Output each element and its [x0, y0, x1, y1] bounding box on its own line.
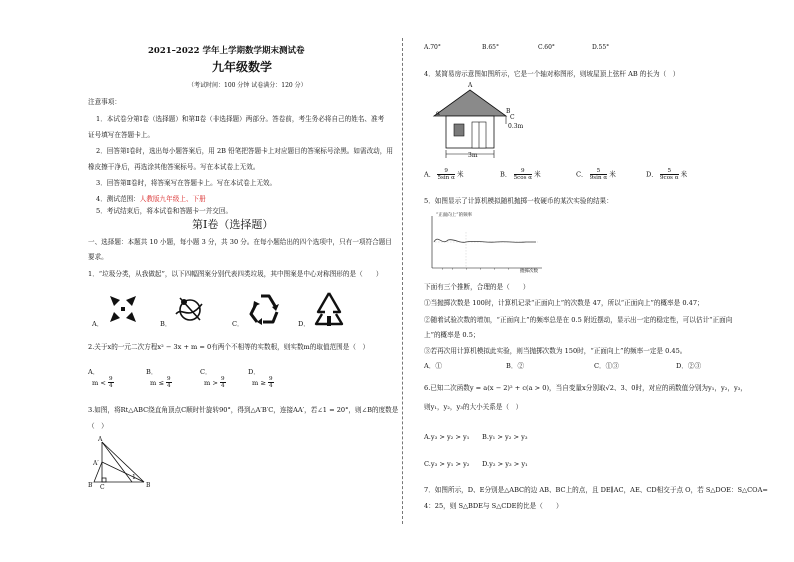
q5-item: ③若再次用计算机模拟此实验，则当抛掷次数为 150时，“正面向上”的频率一定是 0.45。 [424, 347, 687, 355]
q4-label-alpha: α [436, 110, 441, 117]
q2-option-b: B． m ≤ $\frac{9}{4}$ [146, 368, 171, 389]
q4-label-c: C [510, 114, 515, 121]
q5-frequency-chart [426, 212, 546, 274]
note-line: 橡皮擦干净后，再选涂其他答案标号。写在本试卷上无效。 [88, 163, 260, 171]
q5-item: ②随着试验次数的增加，“正面向上”的频率总是在 0.5 附近摆动，显示出一定的稳定性，可以估计“正面向 [424, 316, 733, 324]
note-line: 证号填写在答题卡上。 [88, 131, 154, 139]
exam-title: 2021–2022 学年上学期数学期末测试卷 [148, 46, 305, 56]
q4-option-b: B． $\frac{9}{\text{5cos α}}$ 米 [500, 168, 541, 181]
q3-option-c: C.60° [538, 44, 555, 51]
q4-label-height: 0.3m [508, 123, 524, 130]
q4-label-b: B [506, 108, 511, 115]
question-4: 4．某简易房示意图如图所示，它是一个轴对称图形，则坡屋顶上弦杆 AB 的长为（ ） [424, 70, 680, 78]
q5-option-a: A．① [424, 362, 442, 370]
q3-option-a: A.70° [424, 44, 441, 51]
q3-label-a: A [98, 436, 103, 443]
question-3: 3.如图，将Rt△ABC绕直角顶点C顺时针旋转90°，得到△A′B′C，连接AA′，若∠1 = 20°，则∠B的度数是 [88, 406, 399, 414]
q3-label-bprime: B′ [88, 482, 94, 489]
q4-house-figure [430, 86, 516, 160]
notes-heading: 注意事项： [88, 98, 121, 106]
question-1: 1．“垃圾分类，从我做起”，以下四幅图案分别代表四类垃圾，其中图案是中心对称图形的是（ ） [88, 270, 383, 278]
grade-title: 九年级数学 [212, 60, 273, 74]
q4-option-a: A． $\frac{9}{\text{5sin α}}$ 米 [424, 168, 464, 181]
q5-option-c: C．①③ [594, 362, 619, 370]
q1-option-d: D． [298, 320, 310, 328]
q6-option-d: D.y₂ > y₃ > y₁ [482, 460, 528, 468]
q2-option-a: A． m < $\frac{9}{4}$ [88, 368, 113, 389]
q5-item: 上”的概率是 0.5； [424, 331, 480, 339]
q6-option-c: C.y₃ > y₁ > y₂ [424, 460, 470, 468]
recycle-triangle-icon [245, 290, 285, 328]
q6-option-a: A.y₃ > y₂ > y₁ [424, 433, 470, 441]
q1-option-b: B． [160, 320, 172, 328]
q5-option-b: B．② [506, 362, 525, 370]
q3-option-d: D.55° [592, 44, 610, 51]
q5-item: ①当抛掷次数是 100时，计算机记录“正面向上”的次数是 47，所以“正面向上”的概率是 0.47； [424, 299, 704, 307]
harmful-waste-icon [172, 292, 208, 326]
question-3-bracket: （ ） [88, 422, 108, 430]
recycle-x-icon [106, 292, 140, 326]
question-7-line2: 4：25，则 S△BDE与 S△CDE的比是（ ） [424, 502, 563, 510]
q3-option-b: B.65° [482, 44, 499, 51]
note-line: 2．回答第Ⅰ卷时，选出每小题答案后，用 2B 铅笔把答题卡上对应题目的答案标号涂黑。如需改动，用 [96, 147, 393, 155]
q5-lead: 下面有三个推断，合理的是（ ） [424, 283, 530, 291]
q3-label-c: C [100, 484, 105, 491]
section-instruction: 要求。 [88, 253, 108, 261]
section-instruction: 一、选择题：本题共 10 小题，每小题 3 分，共 30 分。在每小题给出的四个选项中，只有一项符合题目 [88, 238, 392, 246]
q1-option-c: C． [232, 320, 244, 328]
q3-label-b: B [146, 482, 151, 489]
q2-option-c: C． m > $\frac{9}{4}$ [200, 368, 225, 389]
q5-chart-ylabel: “正面向上”的频率 [436, 213, 473, 218]
q5-option-d: D．②③ [676, 362, 702, 370]
q3-label-one: 1 [132, 474, 136, 481]
q6-option-b: B.y₁ > y₂ > y₃ [482, 433, 528, 441]
q4-label-a: A [468, 82, 473, 89]
question-5: 5．如图显示了计算机模拟随机抛掷一枚硬币的某次实验的结果： [424, 197, 613, 205]
column-divider [402, 38, 403, 524]
section-title: 第Ⅰ卷（选择题） [192, 218, 274, 231]
question-6-line2: 则y₁，y₂，y₃的大小关系是（ ） [424, 403, 523, 411]
q4-option-d: D． $\frac{5}{\text{9cos α}}$ 米 [646, 168, 688, 181]
q5-chart-xlabel: 抛掷次数 [520, 269, 538, 274]
q2-option-d: D． m ≥ $\frac{9}{4}$ [248, 368, 273, 389]
note-line: 3．回答第Ⅱ卷时，将答案写在答题卡上。写在本试卷上无效。 [96, 179, 277, 187]
q3-label-aprime: A′ [93, 460, 99, 467]
scope-value: 人教版九年级上、下册 [139, 195, 206, 203]
q1-option-a: A． [92, 320, 104, 328]
question-2: 2.关于x的一元二次方程x² − 3x + m = 0有两个不相等的实数根，则实数m的取值范围是（ ） [88, 343, 370, 351]
note-line: 5．考试结束后，将本试卷和答题卡一并交回。 [96, 207, 233, 215]
q4-label-width: 3m [468, 152, 478, 159]
note-line: 1．本试卷分第Ⅰ卷（选择题）和第Ⅱ卷（非选择题）两部分。答卷前，考生务必将自己的姓名、准考 [96, 115, 385, 123]
scope-label: 4．测试范围： [96, 195, 140, 203]
recycle-tree-icon [312, 290, 346, 328]
question-6: 6.已知二次函数y = a(x − 2)² + c(a > 0)，当自变量x分别取√2、3、0时，对应的函数值分别为y₁，y₂，y₃， [424, 384, 747, 392]
exam-info: （考试时间：100 分钟 试卷满分：120 分） [188, 82, 307, 89]
q4-option-c: C． $\frac{5}{\text{9sin α}}$ 米 [576, 168, 616, 181]
question-7: 7．如图所示，D、E分别是△ABC的边 AB、BC上的点，且 DE∥AC，AE、CD相交于点 O，若 S△DOE：S△COA= [424, 486, 768, 494]
q3-triangle-figure [92, 440, 152, 490]
note-line [96, 195, 206, 203]
